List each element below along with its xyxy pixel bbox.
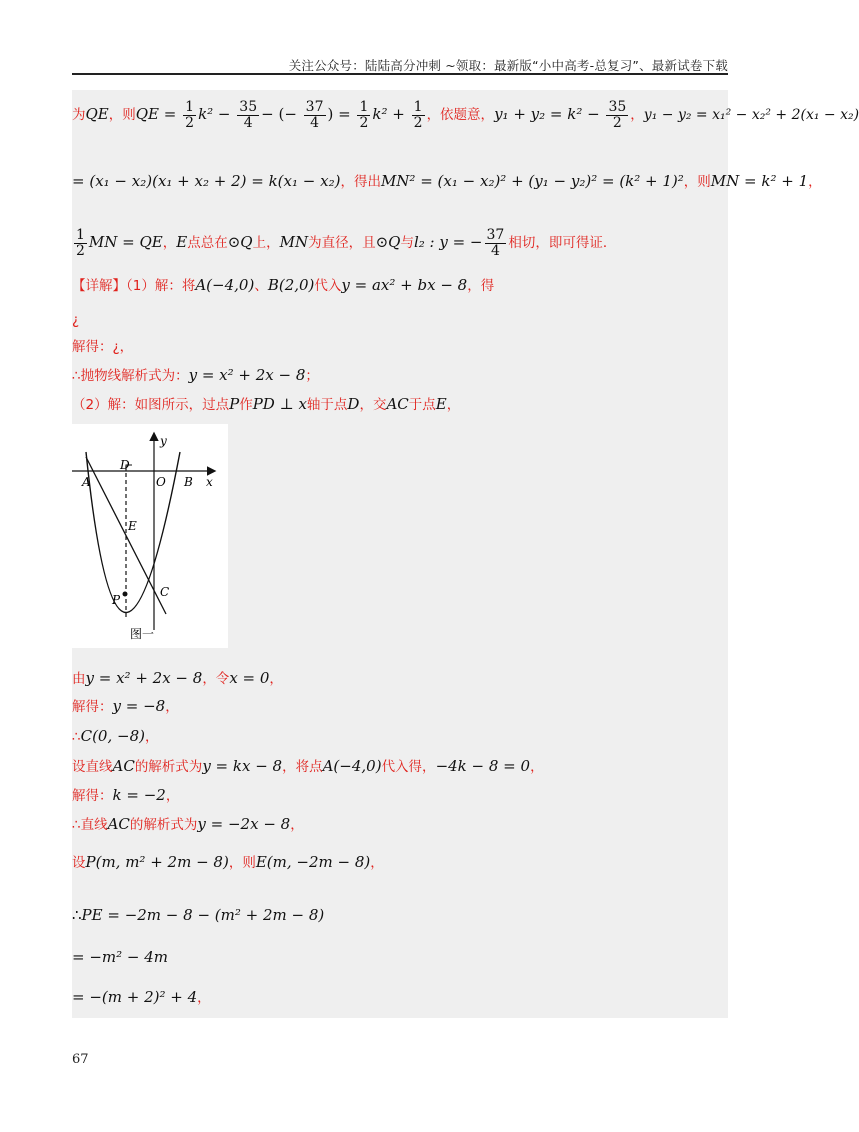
math: A(−4,0) xyxy=(322,757,382,775)
math: A(−4,0) xyxy=(195,276,255,294)
text: 【详解】（1）解：将 xyxy=(72,278,196,294)
text: 代入 xyxy=(314,278,342,294)
label-b: B xyxy=(184,475,193,489)
line-1 xyxy=(72,100,859,130)
text: 由 xyxy=(72,671,86,687)
line-16 xyxy=(72,906,324,924)
text: （2）解：如图所示，过点 xyxy=(72,397,230,413)
text: ，交 xyxy=(359,397,387,413)
math: −4k − 8 = 0 xyxy=(435,757,531,775)
math: D xyxy=(347,395,360,413)
figure-svg xyxy=(72,424,228,648)
text: 解得： xyxy=(72,699,113,715)
math: = xyxy=(163,105,177,124)
label-p: P xyxy=(112,593,121,607)
text: 设 xyxy=(72,855,86,871)
math: B(2,0) xyxy=(267,276,315,294)
text: ，将点 xyxy=(282,759,323,775)
text: ， xyxy=(290,817,304,833)
figure-caption: 图一 xyxy=(130,627,155,641)
math: PD ⊥ x xyxy=(252,395,307,413)
text: 相切，即可得证． xyxy=(508,235,617,252)
text: ，令 xyxy=(202,671,230,687)
line-9 xyxy=(72,669,283,687)
math: AC xyxy=(386,395,409,413)
math: y = x² + 2x − 8 xyxy=(188,366,306,384)
line-18 xyxy=(72,988,211,1006)
text: ， xyxy=(370,855,384,871)
line-5 xyxy=(72,310,79,328)
math: MN xyxy=(279,233,309,252)
text: ，得 xyxy=(467,278,495,294)
math: MN² = (x₁ − x₂)² + (y₁ − y₂)² = (k² + 1)² xyxy=(380,172,684,190)
text: 为直径，且 xyxy=(308,235,376,252)
math: = −(m + 2)² + 4 xyxy=(72,988,198,1006)
line-13 xyxy=(72,786,179,804)
text: ， xyxy=(162,235,177,252)
math: y = −8 xyxy=(112,697,166,715)
point-p xyxy=(123,592,128,597)
math: AC xyxy=(107,815,130,833)
text: ， xyxy=(144,729,159,745)
line-2 xyxy=(72,172,822,190)
math: E xyxy=(435,395,447,413)
math: y = kx − 8 xyxy=(202,757,283,775)
text: 为 xyxy=(72,107,86,124)
math: PE = −2m − 8 − (m² + 2m − 8) xyxy=(81,906,325,924)
math: y = ax² + bx − 8 xyxy=(341,276,468,294)
line-15 xyxy=(72,853,384,871)
text: ∴直线 xyxy=(72,817,108,833)
line-7 xyxy=(72,366,319,384)
text: ∴抛物线解析式为： xyxy=(72,368,189,384)
fraction: $\frac{37}{4}$ xyxy=(486,227,505,259)
text: ， xyxy=(165,788,180,804)
page-number: 67 xyxy=(72,1052,89,1067)
math: y₁ + y₂ = k² − xyxy=(494,105,600,124)
line-17 xyxy=(72,948,168,966)
text: ， xyxy=(808,174,822,190)
text: 与 xyxy=(400,235,414,252)
math: − (− xyxy=(261,105,297,124)
math: AC xyxy=(112,757,135,775)
text: ，依题意， xyxy=(426,107,495,124)
fraction: $\frac{35}{4}$ xyxy=(239,99,258,131)
text: ¿ xyxy=(72,312,80,328)
line-14 xyxy=(72,815,304,833)
text: ，得出 xyxy=(340,174,381,190)
label-e: E xyxy=(128,519,137,533)
math: = (x₁ − x₂)(x₁ + x₂ + 2) = k(x₁ − x₂) xyxy=(72,172,341,190)
text: 上， xyxy=(252,235,280,252)
fraction: $\frac{1}{2}$ xyxy=(413,99,423,131)
text: 作 xyxy=(239,397,253,413)
math: E(m, −2m − 8) xyxy=(255,853,371,871)
text: 的解析式为 xyxy=(129,817,198,833)
fraction: $\frac{1}{2}$ xyxy=(185,99,195,131)
text: 、 xyxy=(254,278,268,294)
math: k² − xyxy=(198,105,231,124)
text: ，则 xyxy=(228,855,256,871)
math: k = −2 xyxy=(112,786,166,804)
line-10 xyxy=(72,697,179,715)
label-d: D xyxy=(120,458,130,472)
text: ，则 xyxy=(108,107,136,124)
math: QE xyxy=(85,105,109,124)
math: MN = k² + 1 xyxy=(710,172,809,190)
text: 代入得， xyxy=(381,759,436,775)
math: ⊙Q xyxy=(375,233,401,252)
line-11 xyxy=(72,727,158,745)
text: 轴于点 xyxy=(306,397,348,413)
math: P xyxy=(229,395,240,413)
math: ⊙Q xyxy=(227,233,253,252)
line-6 xyxy=(72,337,133,355)
text: ； xyxy=(305,368,319,384)
math: l₂ : y = − xyxy=(413,233,483,252)
label-c: C xyxy=(160,585,170,599)
header-rule xyxy=(72,73,728,75)
line-3 xyxy=(72,228,616,258)
math: k² + xyxy=(372,105,405,124)
fraction: $\frac{37}{4}$ xyxy=(305,99,324,131)
text: ∴ xyxy=(72,729,81,745)
label-x: x xyxy=(206,475,213,489)
label-y: y xyxy=(160,434,167,448)
label-a: A xyxy=(82,475,91,489)
page-header: 关注公众号：陆陆高分冲刺 ~领取：最新版“小中高考-总复习”、最新试卷下载 xyxy=(288,58,728,73)
math: ∴ xyxy=(72,906,82,924)
text: ， xyxy=(197,990,211,1006)
math: ) = xyxy=(327,105,351,124)
fraction: $\frac{1}{2}$ xyxy=(359,99,369,131)
math: y₁ − y₂ = x₁² − x₂² + 2(x₁ − x₂) xyxy=(643,107,859,124)
text: 解得：¿， xyxy=(72,339,134,355)
parabola-figure xyxy=(72,424,228,648)
math: C(0, −8) xyxy=(80,727,145,745)
text: ，则 xyxy=(683,174,711,190)
text: ， xyxy=(630,107,644,124)
math: = −m² − 4m xyxy=(72,948,169,966)
math: MN = QE xyxy=(88,233,163,252)
math: P(m, m² + 2m − 8) xyxy=(85,853,229,871)
math: x = 0 xyxy=(229,669,270,687)
text: 的解析式为 xyxy=(134,759,203,775)
math: y = −2x − 8 xyxy=(197,815,291,833)
fraction: $\frac{35}{2}$ xyxy=(608,99,627,131)
line-8 xyxy=(72,395,460,413)
label-o: O xyxy=(156,475,166,489)
text: ， xyxy=(165,699,179,715)
text: 设直线 xyxy=(72,759,113,775)
math: E xyxy=(176,233,188,252)
line-4 xyxy=(72,276,494,294)
text: 于点 xyxy=(408,397,436,413)
text: 点总在 xyxy=(187,235,228,252)
math: y = x² + 2x − 8 xyxy=(85,669,203,687)
text: 解得： xyxy=(72,788,113,804)
text: ， xyxy=(269,671,283,687)
math: QE xyxy=(135,105,159,124)
fraction: $\frac{1}{2}$ xyxy=(76,227,85,259)
line-12 xyxy=(72,757,544,775)
text: ， xyxy=(446,397,461,413)
text: ， xyxy=(530,759,544,775)
